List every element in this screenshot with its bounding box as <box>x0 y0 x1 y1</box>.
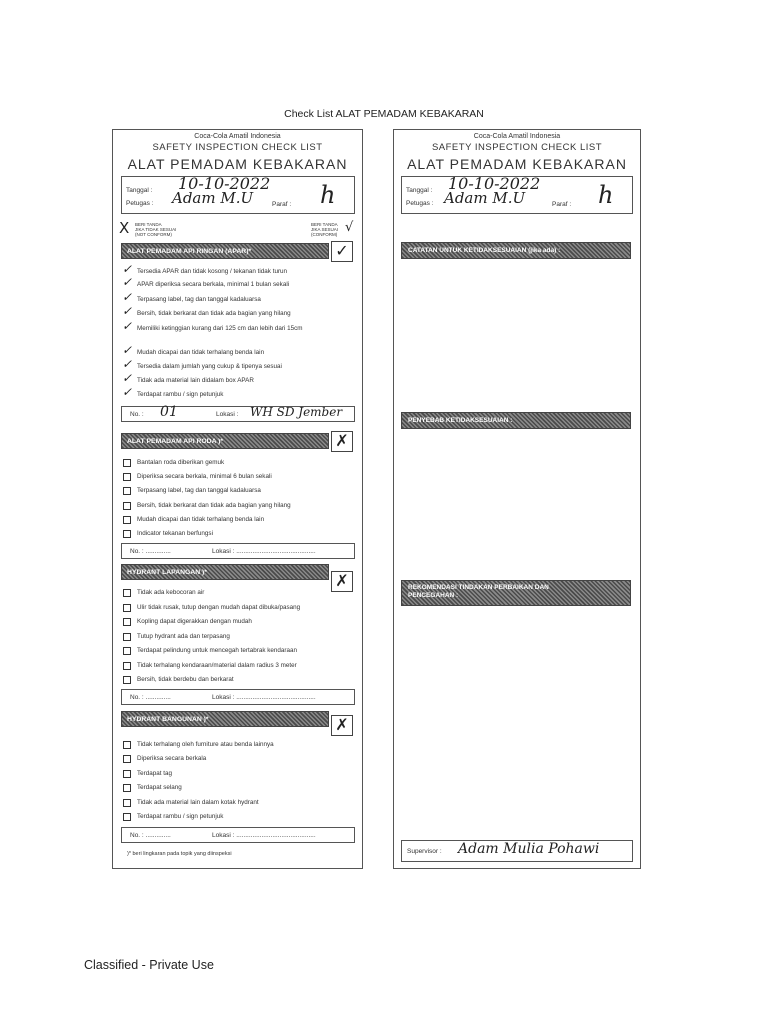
date-label: Tanggal : <box>406 187 433 194</box>
no-label: No. : <box>130 411 144 418</box>
lokasi-label: Lokasi : <box>216 411 239 418</box>
lapangan-section-header: HYDRANT LAPANGAN )* <box>121 564 329 580</box>
form-subtitle: SAFETY INSPECTION CHECK LIST <box>152 142 323 153</box>
form-title: ALAT PEMADAM KEBAKARAN <box>407 156 627 172</box>
company-name: Coca-Cola Amatil Indonesia <box>473 133 561 140</box>
legend-check-mark: √ <box>345 220 354 235</box>
lokasi-label: Lokasi : ............................................ <box>212 694 316 701</box>
supervisor-label: Supervisor : <box>407 848 442 855</box>
info-box <box>401 176 633 214</box>
legend-x-mark: X <box>119 219 130 237</box>
catatan-section-header: CATATAN UNTUK KETIDAKSESUAIAN (jika ada) : <box>401 242 631 259</box>
officer-value: Adam M.U <box>172 189 254 207</box>
no-value: 01 <box>160 404 178 420</box>
no-label: No. : .............. <box>130 832 171 839</box>
penyebab-section-header: PENYEBAB KETIDAKSESUAIAN : <box>401 412 631 429</box>
officer-label: Petugas : <box>126 200 154 207</box>
bangunan-location-box <box>121 827 355 843</box>
right-notes-panel <box>393 129 641 869</box>
lapangan-location-box <box>121 689 355 705</box>
paraf-value: h <box>598 181 614 209</box>
bangunan-conform-mark: ✗ <box>331 715 353 736</box>
rekomendasi-section-header: REKOMENDASI TINDAKAN PERBAIKAN DAN PENCEGAHAN : <box>401 580 631 606</box>
officer-value: Adam M.U <box>444 189 526 207</box>
roda-conform-mark: ✗ <box>331 431 353 452</box>
lokasi-value: WH SD Jember <box>250 405 343 419</box>
legend-check-text: BERI TANDA JIKA SESUAI (CONFORM) <box>311 222 339 237</box>
paraf-value: h <box>320 181 336 209</box>
form-title: ALAT PEMADAM KEBAKARAN <box>127 156 348 172</box>
date-value: 10-10-2022 <box>448 174 541 193</box>
date-value: 10-10-2022 <box>178 174 271 193</box>
no-label: No. : .............. <box>130 548 171 555</box>
date-label: Tanggal : <box>126 187 153 194</box>
left-checklist-panel: Coca-Cola Amatil Indonesia SAFETY INSPECTION CHECK LIST ALAT PEMADAM KEBAKARAN Tanggal : 10-10-2022 Petugas : Adam M.U Paraf : h X BERI TANDA JIKA TIDAK SESUAI (NOT CONFORM) BERI TANDA JIKA SESUAI (CONFORM) √ ALAT PEMADAM API RINGAN (APAR)* ✓ ✓ Tersedia APAR dan tidak kosong / tekanan tidak turun ✓ APAR diperiksa secara berkala, minimal 1 bulan sekali ✓ Terpasang label, tag dan tanggal kadaluarsa ✓ Bersih, tidak berkarat dan tidak ada bagian yang hilang ✓ Memiliki ketinggian kurang dari 125 cm dan lebih dari 15cm ✓ Mudah dicapai dan tidak terhalang benda lain ✓ Tersedia dalam jumlah yang cukup & tipenya sesuai ✓ Tidak ada material lain didalam box APAR ✓ Terdapat rambu / sign petunjuk No. : 01 Lokasi : WH SD Jember ALAT PEMADAM API RODA )* ✗ Bantalan roda diberikan gemuk Diperiksa secara berkala, minimal 6 bulan sekali Terpasang label, tag dan tanggal kadaluarsa Bersih, tidak berkarat dan tidak ada bagian yang hilang Mudah dicapai dan tidak terhalang benda lain Indicator tekanan berfungsi No. : .............. Lokasi : ............................................ HYDRANT LAPANGAN )* ✗ Tidak ada kebocoran air Ulir tidak rusak, tutup dengan mudah dapat dibuka/pasang Kopling dapat digerakkan dengan mudah Tutup hydrant ada dan terpasang Terdapat pelindung untuk mencegah tertabrak kendaraan Tidak terhalang kendaraan/material dalam radius 3 meter Bersih, tidak berdebu dan berkarat No. : .............. Lokasi : ............................................ HYDRANT BANGUNAN )* ✗ Tidak terhalang oleh furniture atau benda lainnya Diperiksa secara berkala Terdapat tag Terdapat selang Tidak ada material lain dalam kotak hydrant Terdapat rambu / sign petunjuk No. : .............. Lokasi : ............................................ )* beri lingkaran pada topik yang diinspeksi <box>112 129 363 869</box>
bangunan-section-header: HYDRANT BANGUNAN )* <box>121 711 329 727</box>
lapangan-conform-mark: ✗ <box>331 571 353 592</box>
info-box <box>121 176 355 214</box>
apar-location-box <box>121 406 355 422</box>
roda-section-header: ALAT PEMADAM API RODA )* <box>121 433 329 449</box>
lokasi-label: Lokasi : ............................................ <box>212 832 316 839</box>
apar-conform-mark: ✓ <box>331 241 353 262</box>
officer-label: Petugas : <box>406 200 434 207</box>
paraf-label: Paraf : <box>272 201 292 208</box>
paraf-label: Paraf : <box>552 201 572 208</box>
form-subtitle: SAFETY INSPECTION CHECK LIST <box>431 142 603 153</box>
company-name: Coca-Cola Amatil Indonesia <box>194 133 281 140</box>
classification-footer: Classified - Private Use <box>84 958 214 972</box>
lokasi-label: Lokasi : ............................................ <box>212 548 316 555</box>
footnote: )* beri lingkaran pada topik yang diinspeksi <box>127 851 232 857</box>
supervisor-box <box>401 840 633 862</box>
legend-x-text: BERI TANDA JIKA TIDAK SESUAI (NOT CONFORM) <box>135 222 177 237</box>
roda-location-box <box>121 543 355 559</box>
supervisor-signature: Adam Mulia Pohawi <box>458 841 600 857</box>
page-title: Check List ALAT PEMADAM KEBAKARAN <box>284 108 484 120</box>
apar-section-header: ALAT PEMADAM API RINGAN (APAR)* <box>121 243 329 259</box>
no-label: No. : .............. <box>130 694 171 701</box>
